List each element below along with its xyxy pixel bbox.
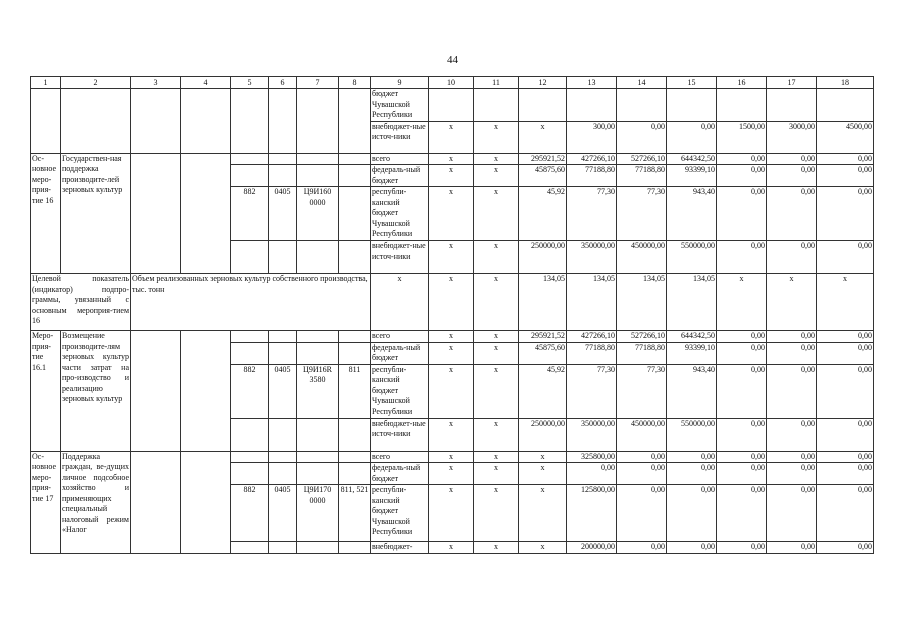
value-cell: x <box>474 342 519 364</box>
value-cell: 450000,00 <box>617 418 667 451</box>
measure-number-cell: Ос-новное меро-прия-тие 17 <box>31 451 61 553</box>
value-cell: 0,00 <box>767 187 817 241</box>
value-cell: 0,00 <box>717 187 767 241</box>
value-cell: x <box>429 342 474 364</box>
table-cell <box>339 451 371 463</box>
kbk-type-cell: 811 <box>339 364 371 418</box>
value-cell: 0,00 <box>767 542 817 554</box>
table-cell <box>231 165 269 187</box>
value-cell: 0,00 <box>767 451 817 463</box>
source-cell: внебюджет- <box>371 542 429 554</box>
table-cell <box>297 418 339 451</box>
source-cell: республи-канский бюджет Чувашской Республики <box>371 485 429 542</box>
value-cell: x <box>817 274 874 331</box>
value-cell: x <box>429 241 474 274</box>
kbk-section-cell: 0405 <box>269 364 297 418</box>
value-cell: 300,00 <box>567 121 617 153</box>
value-cell: 0,00 <box>567 463 617 485</box>
value-cell: x <box>519 451 567 463</box>
table-cell <box>131 451 181 553</box>
table-cell <box>767 89 817 122</box>
table-cell <box>339 89 371 154</box>
value-cell: x <box>429 418 474 451</box>
table-cell <box>181 89 231 154</box>
value-cell: 45875,60 <box>519 165 567 187</box>
value-cell: 527266,10 <box>617 153 667 165</box>
table-cell <box>339 331 371 343</box>
table-cell <box>31 89 61 154</box>
table-cell <box>297 463 339 485</box>
value-cell: x <box>429 451 474 463</box>
table-cell <box>339 187 371 241</box>
header-cell: 14 <box>617 77 667 89</box>
value-cell: x <box>474 463 519 485</box>
value-cell: 0,00 <box>617 485 667 542</box>
value-cell: x <box>717 274 767 331</box>
value-cell: 93399,10 <box>667 165 717 187</box>
table-cell <box>297 331 339 343</box>
value-cell: 0,00 <box>717 241 767 274</box>
value-cell: 45875,60 <box>519 342 567 364</box>
value-cell: 0,00 <box>817 342 874 364</box>
value-cell: 0,00 <box>817 153 874 165</box>
value-cell: x <box>429 187 474 241</box>
table-cell <box>181 331 231 452</box>
table-row <box>31 89 874 122</box>
table-cell <box>181 451 231 553</box>
value-cell: 77,30 <box>567 364 617 418</box>
table-cell <box>61 89 131 154</box>
budget-table <box>30 76 874 554</box>
value-cell: 77188,80 <box>567 342 617 364</box>
value-cell: x <box>474 364 519 418</box>
value-cell: x <box>474 241 519 274</box>
value-cell: 0,00 <box>817 542 874 554</box>
value-cell: 0,00 <box>667 485 717 542</box>
value-cell: x <box>429 121 474 153</box>
value-cell: 3000,00 <box>767 121 817 153</box>
table-cell <box>297 542 339 554</box>
table-cell <box>297 153 339 165</box>
value-cell: 77,30 <box>617 187 667 241</box>
header-cell: 8 <box>339 77 371 89</box>
kbk-grbs-cell: 882 <box>231 485 269 542</box>
indicator-row <box>31 274 874 331</box>
value-cell: 4500,00 <box>817 121 874 153</box>
table-cell <box>339 542 371 554</box>
value-cell: x <box>429 274 474 331</box>
value-cell: 0,00 <box>767 485 817 542</box>
table-cell <box>231 153 269 165</box>
value-cell: 1500,00 <box>717 121 767 153</box>
table-cell <box>339 165 371 187</box>
kbk-section-cell: 0405 <box>269 187 297 241</box>
source-cell: всего <box>371 153 429 165</box>
indicator-label-cell: Целевой показатель (индикатор) подпро-граммы, увязанный с основным мероприя-тием 16 <box>31 274 131 331</box>
table-cell <box>269 542 297 554</box>
header-cell: 9 <box>371 77 429 89</box>
table-cell <box>269 241 297 274</box>
header-cell: 5 <box>231 77 269 89</box>
value-cell: 527266,10 <box>617 331 667 343</box>
table-row <box>31 153 874 165</box>
value-cell: 0,00 <box>817 418 874 451</box>
header-cell: 3 <box>131 77 181 89</box>
table-cell <box>339 342 371 364</box>
value-cell: 134,05 <box>567 274 617 331</box>
kbk-section-cell: 0405 <box>269 485 297 542</box>
value-cell: x <box>519 121 567 153</box>
value-cell: 644342,50 <box>667 153 717 165</box>
table-cell <box>667 89 717 122</box>
table-cell <box>269 342 297 364</box>
value-cell: x <box>429 153 474 165</box>
indicator-description-cell: Объем реализованных зерновых культур собственного производства, тыс. тонн <box>131 274 371 331</box>
header-cell: 15 <box>667 77 717 89</box>
value-cell: 0,00 <box>817 463 874 485</box>
value-cell: 77188,80 <box>617 342 667 364</box>
value-cell: 0,00 <box>617 451 667 463</box>
value-cell: 0,00 <box>817 364 874 418</box>
kbk-target-cell: Ц9И16R 3580 <box>297 364 339 418</box>
value-cell: 0,00 <box>617 463 667 485</box>
value-cell: 0,00 <box>717 165 767 187</box>
source-cell: федераль-ный бюджет <box>371 165 429 187</box>
value-cell: x <box>429 485 474 542</box>
value-cell: x <box>371 274 429 331</box>
source-cell: внебюджет-ные источ-ники <box>371 241 429 274</box>
table-cell <box>817 89 874 122</box>
value-cell: 0,00 <box>667 451 717 463</box>
value-cell: 0,00 <box>617 542 667 554</box>
value-cell: 0,00 <box>667 121 717 153</box>
table-cell <box>297 451 339 463</box>
value-cell: x <box>429 364 474 418</box>
value-cell: 0,00 <box>717 485 767 542</box>
table-cell <box>297 165 339 187</box>
value-cell: 0,00 <box>717 342 767 364</box>
source-cell: федераль-ный бюджет <box>371 342 429 364</box>
table-cell <box>474 89 519 122</box>
value-cell: 134,05 <box>667 274 717 331</box>
value-cell: 0,00 <box>817 331 874 343</box>
table-cell <box>519 89 567 122</box>
table-cell <box>297 89 339 154</box>
value-cell: x <box>474 165 519 187</box>
header-cell: 1 <box>31 77 61 89</box>
table-cell <box>269 153 297 165</box>
table-cell <box>567 89 617 122</box>
table-cell <box>297 241 339 274</box>
value-cell: 295921,52 <box>519 331 567 343</box>
table-cell <box>131 89 181 154</box>
value-cell: 350000,00 <box>567 241 617 274</box>
table-cell <box>269 331 297 343</box>
value-cell: x <box>474 485 519 542</box>
header-cell: 16 <box>717 77 767 89</box>
source-cell: всего <box>371 331 429 343</box>
value-cell: 325800,00 <box>567 451 617 463</box>
header-cell: 12 <box>519 77 567 89</box>
header-cell: 18 <box>817 77 874 89</box>
table-row <box>31 451 874 463</box>
value-cell: 0,00 <box>617 121 667 153</box>
value-cell: 0,00 <box>667 542 717 554</box>
header-cell: 2 <box>61 77 131 89</box>
value-cell: 0,00 <box>767 331 817 343</box>
table-cell <box>339 418 371 451</box>
value-cell: 943,40 <box>667 187 717 241</box>
value-cell: 250000,00 <box>519 418 567 451</box>
kbk-grbs-cell: 882 <box>231 364 269 418</box>
source-cell: всего <box>371 451 429 463</box>
table-cell <box>231 418 269 451</box>
value-cell: 0,00 <box>667 463 717 485</box>
value-cell: x <box>474 153 519 165</box>
value-cell: 45,92 <box>519 364 567 418</box>
value-cell: 77188,80 <box>567 165 617 187</box>
value-cell: 0,00 <box>717 153 767 165</box>
table-cell <box>231 463 269 485</box>
value-cell: 350000,00 <box>567 418 617 451</box>
table-cell <box>269 451 297 463</box>
value-cell: 45,92 <box>519 187 567 241</box>
kbk-grbs-cell: 882 <box>231 187 269 241</box>
source-cell: внебюджет-ные источ-ники <box>371 418 429 451</box>
value-cell: x <box>474 418 519 451</box>
source-cell: республи-канский бюджет Чувашской Республики <box>371 187 429 241</box>
value-cell: 0,00 <box>767 342 817 364</box>
value-cell: 0,00 <box>767 418 817 451</box>
value-cell: 427266,10 <box>567 331 617 343</box>
value-cell: 200000,00 <box>567 542 617 554</box>
table-cell <box>131 153 181 274</box>
value-cell: 0,00 <box>767 241 817 274</box>
value-cell: 0,00 <box>767 463 817 485</box>
measure-name-cell: Возмещение производите-лям зерновых культур части затрат на про-изводство и реализацию зерновых культур <box>61 331 131 452</box>
value-cell: x <box>474 187 519 241</box>
page-number: 44 <box>447 54 458 66</box>
table-cell <box>339 241 371 274</box>
header-cell: 7 <box>297 77 339 89</box>
value-cell: x <box>474 121 519 153</box>
header-row <box>31 77 874 89</box>
value-cell: 450000,00 <box>617 241 667 274</box>
value-cell: x <box>474 542 519 554</box>
kbk-type-cell: 811, 521 <box>339 485 371 542</box>
table-row <box>31 331 874 343</box>
measure-number-cell: Меро-прия-тие 16.1 <box>31 331 61 452</box>
value-cell: x <box>474 451 519 463</box>
table-cell <box>429 89 474 122</box>
measure-name-cell: Поддержка граждан, ве-дущих личное подсобное хозяйство и применяющих специальный налоговый режим «Налог <box>61 451 131 553</box>
header-cell: 6 <box>269 77 297 89</box>
value-cell: 0,00 <box>717 364 767 418</box>
value-cell: 0,00 <box>717 542 767 554</box>
value-cell: x <box>429 165 474 187</box>
value-cell: 0,00 <box>767 364 817 418</box>
table-cell <box>231 89 269 154</box>
value-cell: 295921,52 <box>519 153 567 165</box>
value-cell: 250000,00 <box>519 241 567 274</box>
value-cell: 0,00 <box>817 187 874 241</box>
value-cell: 0,00 <box>817 241 874 274</box>
table-cell <box>231 451 269 463</box>
table-cell <box>617 89 667 122</box>
value-cell: 77188,80 <box>617 165 667 187</box>
value-cell: x <box>429 331 474 343</box>
value-cell: x <box>474 331 519 343</box>
value-cell: 0,00 <box>767 165 817 187</box>
value-cell: 0,00 <box>817 165 874 187</box>
header-cell: 13 <box>567 77 617 89</box>
header-cell: 10 <box>429 77 474 89</box>
value-cell: 0,00 <box>717 331 767 343</box>
header-cell: 11 <box>474 77 519 89</box>
table-cell <box>339 463 371 485</box>
header-cell: 4 <box>181 77 231 89</box>
header-cell: 17 <box>767 77 817 89</box>
table-cell <box>269 89 297 154</box>
value-cell: 427266,10 <box>567 153 617 165</box>
value-cell: 77,30 <box>617 364 667 418</box>
kbk-target-cell: Ц9И160 0000 <box>297 187 339 241</box>
value-cell: x <box>519 485 567 542</box>
source-cell: внебюджет-ные источ-ники <box>371 121 429 153</box>
value-cell: 77,30 <box>567 187 617 241</box>
value-cell: 0,00 <box>717 451 767 463</box>
table-cell <box>339 153 371 165</box>
table-cell <box>131 331 181 452</box>
table-cell <box>231 241 269 274</box>
value-cell: x <box>474 274 519 331</box>
source-cell: бюджет Чувашской Республики <box>371 89 429 122</box>
table-cell <box>297 342 339 364</box>
value-cell: x <box>429 542 474 554</box>
table-cell <box>269 418 297 451</box>
value-cell: 550000,00 <box>667 418 717 451</box>
table-cell <box>717 89 767 122</box>
value-cell: 0,00 <box>817 451 874 463</box>
table-cell <box>269 463 297 485</box>
value-cell: x <box>519 542 567 554</box>
value-cell: 0,00 <box>717 463 767 485</box>
value-cell: 943,40 <box>667 364 717 418</box>
value-cell: 93399,10 <box>667 342 717 364</box>
table-cell <box>181 153 231 274</box>
value-cell: 125800,00 <box>567 485 617 542</box>
table-cell <box>231 542 269 554</box>
measure-number-cell: Ос-новное меро-прия-тие 16 <box>31 153 61 274</box>
source-cell: республи-канский бюджет Чувашской Республики <box>371 364 429 418</box>
value-cell: 0,00 <box>817 485 874 542</box>
value-cell: x <box>767 274 817 331</box>
kbk-target-cell: Ц9И170 0000 <box>297 485 339 542</box>
measure-name-cell: Государствен-ная поддержка производите-лей зерновых культур <box>61 153 131 274</box>
value-cell: 0,00 <box>767 153 817 165</box>
table-cell <box>231 342 269 364</box>
value-cell: x <box>429 463 474 485</box>
value-cell: 134,05 <box>617 274 667 331</box>
table-cell <box>269 165 297 187</box>
source-cell: федераль-ный бюджет <box>371 463 429 485</box>
value-cell: 134,05 <box>519 274 567 331</box>
value-cell: x <box>519 463 567 485</box>
value-cell: 550000,00 <box>667 241 717 274</box>
table-cell <box>231 331 269 343</box>
value-cell: 644342,50 <box>667 331 717 343</box>
value-cell: 0,00 <box>717 418 767 451</box>
